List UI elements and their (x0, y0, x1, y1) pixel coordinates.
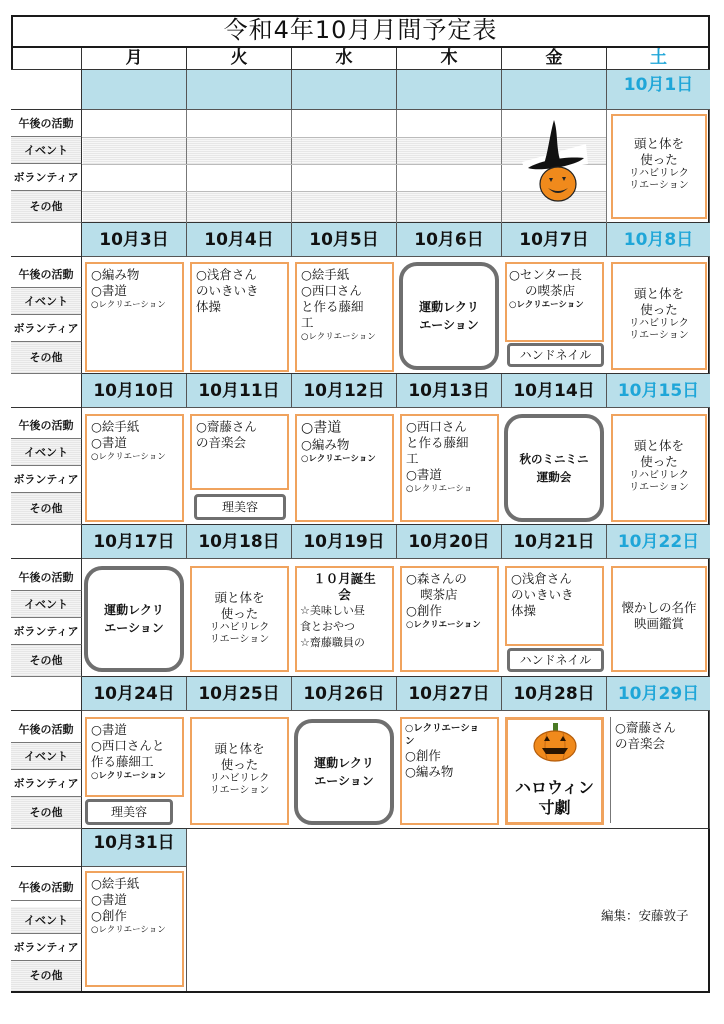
date-cell: 10月3日 (82, 223, 187, 257)
date-cell: 10月28日 (502, 677, 607, 711)
date-cell: 10月25日 (187, 677, 292, 711)
row-label-event: イベント (11, 137, 82, 164)
w5-sat-card: ○齋藤さん の音楽会 (610, 717, 707, 823)
w1-sat-card: 頭と体を 使った リハビリレク リエーション (611, 114, 707, 219)
w2-fri-card: ○センター長 の喫茶店 ○レクリエーション (505, 262, 604, 342)
date-cell: 10月7日 (502, 223, 607, 257)
week6-date-corner (11, 829, 82, 867)
w4-tue-card: 頭と体を 使った リハビリレク リエーション (190, 566, 289, 672)
w3-thu-card: ○西口さん と作る藤細 工 ○書道 ○レクリエーショ (400, 414, 499, 522)
date-cell: 10月21日 (502, 525, 607, 559)
w4-fri-pill: ハンドネイル (507, 648, 604, 672)
row-label-event: イベント (11, 743, 82, 770)
w4-thu-card: ○森さんの 喫茶店 ○創作 ○レクリエーション (400, 566, 499, 672)
day-header-fri: 金 (502, 48, 607, 70)
row-label-event: イベント (11, 907, 82, 934)
w5-thu-card: ○レクリエーショ ン ○創作 ○編み物 (400, 717, 499, 825)
day-header-sat: 土 (607, 48, 710, 70)
date-cell-sat: 10月8日 (607, 223, 710, 257)
page-title: 令和4年10月月間予定表 (11, 15, 710, 48)
date-cell: 10月6日 (397, 223, 502, 257)
jack-o-lantern-icon (531, 721, 579, 763)
date-cell: 10月27日 (397, 677, 502, 711)
w3-fri-rounded: 秋のミニミニ運動会 (504, 414, 604, 522)
date-cell: 10月20日 (397, 525, 502, 559)
row-label-volunteer: ボランティア (11, 618, 82, 645)
row-label-other: その他 (11, 342, 82, 374)
date-cell: 10月26日 (292, 677, 397, 711)
week1-date-corner (11, 70, 82, 110)
w3-sat-card: 頭と体を 使った リハビリレク リエーション (611, 414, 707, 522)
date-cell: 10月17日 (82, 525, 187, 559)
date-cell: 10月5日 (292, 223, 397, 257)
date-cell (187, 70, 292, 110)
row-label-event: イベント (11, 591, 82, 618)
row-label-volunteer: ボランティア (11, 770, 82, 797)
w2-mon-card: ○編み物 ○書道 ○レクリエーション (85, 262, 184, 372)
w2-sat-card: 頭と体を 使った リハビリレク リエーション (611, 262, 707, 370)
day-header-tue: 火 (187, 48, 292, 70)
date-cell-sat: 10月1日 (607, 70, 710, 110)
week4-date-corner (11, 525, 82, 559)
date-cell: 10月31日 (82, 829, 187, 867)
row-label-afternoon: 午後の活動 (11, 110, 82, 137)
row-label-volunteer: ボランティア (11, 164, 82, 191)
w5-mon-pill: 理美容 (85, 799, 173, 825)
date-cell (397, 70, 502, 110)
week3-date-corner (11, 374, 82, 408)
row-label-afternoon: 午後の活動 (11, 261, 82, 288)
row-label-volunteer: ボランティア (11, 934, 82, 961)
witch-pumpkin-icon (520, 112, 588, 212)
day-header-thu: 木 (397, 48, 502, 70)
row-label-afternoon: 午後の活動 (11, 564, 82, 591)
w2-tue-card: ○浅倉さん のいきいき 体操 (190, 262, 289, 372)
week5-date-corner (11, 677, 82, 711)
date-cell (82, 70, 187, 110)
row-label-other: その他 (11, 961, 82, 991)
date-cell (502, 70, 607, 110)
day-header-corner (11, 48, 82, 70)
row-label-event: イベント (11, 439, 82, 466)
row-label-other: その他 (11, 493, 82, 525)
w6-mon-card: ○絵手紙 ○書道 ○創作 ○レクリエーション (85, 871, 184, 987)
row-label-afternoon: 午後の活動 (11, 412, 82, 439)
w3-mon-card: ○絵手紙 ○書道 ○レクリエーション (85, 414, 184, 522)
row-label-afternoon: 午後の活動 (11, 716, 82, 743)
date-cell: 10月19日 (292, 525, 397, 559)
date-cell (292, 70, 397, 110)
row-label-afternoon: 午後の活動 (11, 874, 82, 901)
w3-wed-card: ○書道 ○編み物 ○レクリエーション (295, 414, 394, 522)
row-label-other: その他 (11, 645, 82, 677)
editor-credit: 編集：安藤敦子 (601, 908, 689, 923)
w5-mon-card: ○書道 ○西口さんと 作る藤細工 ○レクリエーション (85, 717, 184, 797)
row-label-volunteer: ボランティア (11, 315, 82, 342)
date-cell: 10月4日 (187, 223, 292, 257)
date-cell-sat: 10月29日 (607, 677, 710, 711)
date-cell: 10月10日 (82, 374, 187, 408)
date-cell: 10月14日 (502, 374, 607, 408)
w5-fri-card: ハロウィン 寸劇 (505, 717, 604, 825)
w5-tue-card: 頭と体を 使った リハビリレク リエーション (190, 717, 289, 825)
week2-date-corner (11, 223, 82, 257)
date-cell: 10月13日 (397, 374, 502, 408)
w3-tue-pill: 理美容 (194, 494, 286, 520)
w4-fri-card: ○浅倉さん のいきいき 体操 (505, 566, 604, 646)
w2-thu-rounded: 運動レクリエーション (399, 262, 499, 370)
day-header-mon: 月 (82, 48, 187, 70)
date-cell: 10月18日 (187, 525, 292, 559)
w4-mon-rounded: 運動レクリエーション (84, 566, 184, 672)
date-cell: 10月24日 (82, 677, 187, 711)
date-cell-sat: 10月22日 (607, 525, 710, 559)
w5-wed-rounded: 運動レクリエーション (294, 719, 394, 825)
row-label-volunteer: ボランティア (11, 466, 82, 493)
row-label-other: その他 (11, 191, 82, 223)
w4-wed-card: １０月誕生 会 ☆美味しい昼 食とおやつ ☆齋藤職員の (295, 566, 394, 672)
date-cell: 10月11日 (187, 374, 292, 408)
date-cell-sat: 10月15日 (607, 374, 710, 408)
w2-wed-card: ○絵手紙 ○西口さん と作る藤細 工 ○レクリエーション (295, 262, 394, 372)
w3-tue-card: ○齋藤さん の音楽会 (190, 414, 289, 490)
day-header-wed: 水 (292, 48, 397, 70)
row-label-event: イベント (11, 288, 82, 315)
row-label-other: その他 (11, 797, 82, 829)
date-cell: 10月12日 (292, 374, 397, 408)
w2-fri-pill: ハンドネイル (507, 343, 604, 367)
w4-sat-card: 懐かしの名作 映画鑑賞 (611, 566, 707, 672)
